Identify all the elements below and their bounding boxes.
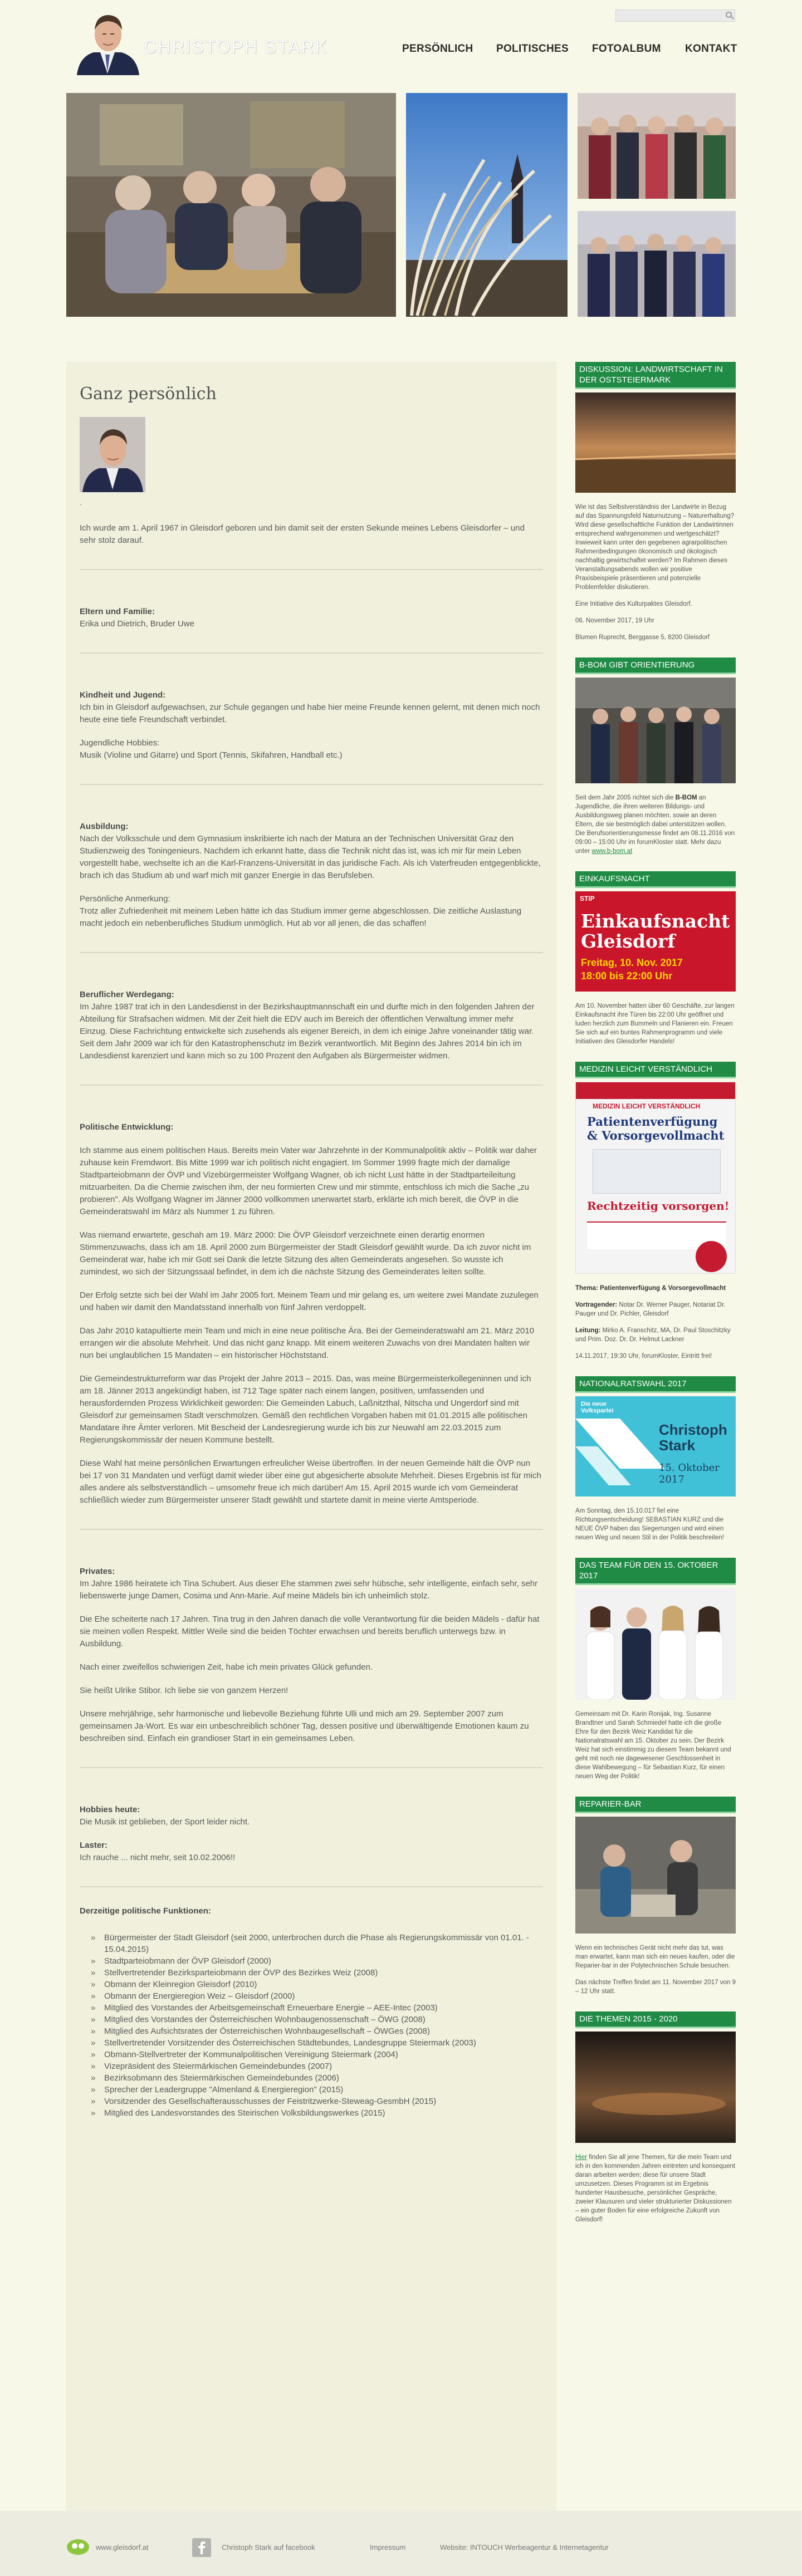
section-politik	[80, 1121, 543, 1507]
politik-label: Politische Entwicklung:	[80, 1122, 174, 1132]
nrw-date: 15. Oktober 2017	[659, 1462, 720, 1485]
einkaufsnacht-title: Einkaufsnacht Gleisdorf	[581, 910, 730, 952]
nrw-top: Die neue Volkspartei	[581, 1401, 614, 1414]
widget-einkaufsnacht	[575, 871, 736, 1046]
divider	[80, 569, 543, 570]
widget-nationalratswahl	[575, 1376, 736, 1542]
widget-text	[575, 2153, 736, 2224]
widget-text	[575, 1507, 736, 1542]
widget-reparier-bar	[575, 1797, 736, 1996]
header	[0, 0, 802, 89]
section-ausbildung	[80, 821, 543, 930]
politik-p5: Die Gemeindestrukturreform war das Projekt der Jahre 2013 – 2015. Das, was meine Bürgermeisterkollegeninnen und ich am 18. Jänner 2013 angekündigt haben, ist 712 Tage später nach einem langen, positiven, umfassenden und herausfordernden Prozess Wirklichkeit geworden: Die Gemeinden Labuch, Laßnitzthal, Nitscha und Ungerdorf sind mit Gleisdorf zur gemeinsamen Stadt verschmolzen. Gemäß den rechtlichen Vorgaben haben mit 01.01.2015 alle politischen Mandatare ihre Ämter verloren. Mit Bescheid der Landesregierung wurde ich bis zur Neuwahl am 22.03.2015 zum Regierungskommissär der neuen Kommune bestellt.	[80, 1374, 531, 1445]
w4-leitung-label: Leitung:	[575, 1327, 601, 1334]
search-box	[615, 9, 735, 22]
w4-vortrag-label: Vortragender:	[575, 1302, 618, 1308]
widget-text	[575, 1284, 736, 1361]
team-image	[575, 1588, 736, 1700]
privat-p3: Nach einer zweifellos schwierigen Zeit, habe ich mein privates Glück gefunden.	[80, 1662, 373, 1672]
themen-image	[575, 2032, 736, 2143]
nav-item-kontakt[interactable]: KONTAKT	[685, 43, 737, 55]
facebook-shape	[192, 2538, 211, 2557]
widget-title[interactable]: REPARIER-BAR	[575, 1797, 736, 1813]
widget-image[interactable]	[575, 678, 736, 783]
widget-themen	[575, 2011, 736, 2224]
portrait-image	[71, 6, 144, 75]
hobbies-jugend-label: Jugendliche Hobbies:	[80, 738, 160, 748]
politik-p1: Ich stamme aus einem politischen Haus. Bereits mein Vater war Jahrzehnte in der Kommunalpolitik aktiv – Politik war daher zuhause kein Fremdwort. Bis Mitte 1999 war ich politisch nicht engagiert. Im Sommer 1999 fragte mich der damalige Stadtparteiobmann der ÖVP und Vizebürgermeister Wolfgang Wagner, ob ich nicht Lust hätte in der Stadtparteileitung mitzuarbeiten. Da die Chemie zwischen ihm, der neu formierten Crew und mir stimmte, entschloss ich mich die Sache „zu probieren". Als Wolfgang Wagner im Jänner 2000 vollkommen unerwartet starb, erklärte ich mich bereit, die ÖVP in die Gemeinderatswahl im März als Nummer 1 zu führen.	[80, 1146, 537, 1216]
laster-label: Laster:	[80, 1841, 108, 1850]
list-item: » Mitglied des Vorstandes der Arbeitsgemeinschaft Erneuerbare Energie – AEE-Intec (2003)	[91, 2002, 543, 2014]
search-input[interactable]	[616, 10, 722, 21]
politik-p4: Das Jahr 2010 katapultierte mein Team und mich in eine neue politische Ära. Bei der Gemeinderatswahl am 21. März 2010 errangen wir die absolute Mehrheit. Und das nicht ganz knapp. Mit einem weiteren Zuwachs von drei Mandaten halten wir nun bei unglaublichen 15 Mandaten – ein historischer Höchststand.	[80, 1326, 534, 1360]
gallery-photo-family[interactable]	[66, 93, 396, 317]
medizin-title: Patientenverfügung & Vorsorgevollmacht	[587, 1115, 725, 1142]
list-item: » Mitglied des Vorstandes der Österreichischen Wohnbaugenossenschaft – ÖWG (2008)	[91, 2014, 543, 2025]
widget-text	[575, 1002, 736, 1046]
widget-medizin	[575, 1062, 736, 1361]
w4-thema: Patientenverfügung & Vorsorgevollmacht	[598, 1285, 726, 1292]
list-item: » Stadtparteiobmann der ÖVP Gleisdorf (2000)	[91, 1955, 543, 1967]
widget-text	[575, 1944, 736, 1996]
main-content	[66, 362, 556, 2511]
list-item: » Mitglied des Aufsichtsrates der Österreichischen Wohnbaugesellschaft – ÖWGes (2008)	[91, 2025, 543, 2037]
w1-text: Wie ist das Selbstverständnis der Landwirte in Bezug auf das Spannungsfeld Naturnutzung – Naturerhaltung? Wird diese gesellschaftliche Funktion der Landwirtinnen entsprechend wahrgenommen und wertgeschätzt? Inwieweit kann unter den gegebenen agrarpolitischen Rahmenbedingungen ökonomisch und ökologisch nachhaltig gewirtschaftet werden? Im Rahmen dieses Veranstaltungsabends wollen wir positive Praxisbeispiele präsentieren und potenzielle Problemfelder diskutieren.	[575, 504, 735, 591]
funktionen-label: Derzeitige politische Funktionen:	[80, 1906, 211, 1916]
intro-text: Ich wurde am 1. April 1967 in Gleisdorf geboren und bin damit seit der ersten Sekunde meines Lebens Gleisdorfer – und sehr stolz darauf.	[80, 523, 525, 545]
list-item: » Bürgermeister der Stadt Gleisdorf (seit 2000, unterbrochen durch die Phase als Regierungskommissär von 01.01. - 15.04.2015)	[91, 1932, 543, 1955]
list-item: » Sprecher der Leadergruppe "Almenland & Energieregion" (2015)	[91, 2084, 543, 2096]
facebook-icon[interactable]	[192, 2538, 211, 2560]
privat-p2: Die Ehe scheiterte nach 17 Jahren. Tina trug in den Jahren danach die volle Verantwortung für die beiden Mädels - dafür hat sie meinen vollen Respekt. Mittler Weile sind die beiden Töchter erwachsen und bereits beruflich unterwegs bzw. in Ausbildung.	[80, 1615, 540, 1648]
w3-text: Am 10. November hatten über 60 Geschäfte, zur langen Einkaufsnacht ihre Türen bis 22:00 Uhr geöffnet und luden herzlich zum Bummeln und Flanieren ein. Freuen Sie sich auf ein buntes Rahmenprogramm und viele Initiativen des Gleisdorfer Handels!	[575, 1003, 735, 1045]
ausbildung-text: Nach der Volksschule und dem Gymnasium inskribierte ich nach der Matura an der Technischen Universität Graz den Studienzweig des Toningenieurs. Nachdem ich erkannt hatte, dass die Technik nicht das ist, was ich mir für mein Leben vorgestellt habe, wechselte ich an die Karl-Franzens-Universität in das juridische Fach. Als ich Vaterfreuden entgegenblickte, brach ich das Studium ab und warf mich mit ganzer Energie in das Berufsleben.	[80, 834, 541, 880]
eltern-text: Erika und Dietrich, Bruder Uwe	[80, 619, 194, 629]
w7-text: Wenn ein technisches Gerät nicht mehr das tut, was man erwartet, kann man sich ein neues kaufen, oder die Reparier-bar in der Polytechnischen Schule besuchen.	[575, 1945, 735, 1969]
einkaufsnacht-date: Freitag, 10. Nov. 2017	[581, 957, 683, 968]
w4-thema-label: Thema:	[575, 1285, 598, 1292]
family-photo	[66, 93, 396, 317]
reparier-bar-image	[575, 1817, 736, 1934]
w2-text-b: B-BOM	[675, 794, 697, 801]
w4-vortrag: Notar Dr. Werner Pauger, Notariat Dr. Pauger und Dr. Pichler, Gleisdorf	[575, 1302, 726, 1317]
divider	[80, 1767, 543, 1768]
kindheit-text: Ich bin in Gleisdorf aufgewachsen, zur Schule gegangen und habe hier meine Freunde kennen gelernt, mit denen mich noch heute eine tiefe Freundschaft verbindet.	[80, 703, 540, 724]
gallery-photo-group-suits[interactable]	[578, 211, 736, 317]
beruf-text: Im Jahre 1987 trat ich in den Landesdienst in der Bezirkshauptmannschaft ein und durfte mich in den folgenden Jahren der Abteilung für Strafsachen widmen. Mit der Zeit hielt die EDV auch im Bereich der öffentlichen Verwaltung immer mehr Einzug. Diese Fachrichtung entwickelte sich zusehends als eigener Bereich, in dem ich einige Jahre voneinander tätig war. Seit dem Jahr 2009 war ich für den Katastrophenschutz im Bezirk verantwortlich. Mit Beginn des Jahres 2014 bin ich im Landesdienst karenziert und kann mich so zu 100 Prozent den Aufgaben als Bürgermeister widmen.	[80, 1002, 535, 1061]
anmerkung-text: Trotz aller Zufriedenheit mit meinem Leben hätte ich das Studium immer gerne abgeschlossen. Die zeitliche Auslastung macht jedoch ein nebenberufliches Studium unmöglich. Hut ab vor all jenen, die das schaffen!	[80, 906, 522, 928]
hobbies-text: Die Musik ist geblieben, der Sport leider nicht.	[80, 1817, 250, 1827]
widget-text	[575, 793, 736, 856]
gleisdorf-logo-icon[interactable]	[66, 2538, 90, 2559]
medizin-subtitle: Rechtzeitig vorsorgen!	[587, 1199, 730, 1213]
medizin-head: MEDIZIN LEICHT VERSTÄNDLICH	[593, 1102, 701, 1110]
w5-text: Am Sonntag, den 15.10.017 fiel eine Richtungsentscheidung! SEBASTIAN KURZ und die NEUE ÖVP haben das Siegerrungen und wird einen neuen Weg und neuen Stil in der Politik beschreiten!	[575, 1508, 725, 1541]
ausbildung-label: Ausbildung:	[80, 822, 129, 831]
group-photo-suits	[578, 211, 736, 317]
widget-image[interactable]	[575, 1082, 736, 1274]
bbom-link[interactable]: www.b-bom.at	[591, 848, 633, 855]
nav-item-fotoalbum[interactable]: FOTOALBUM	[592, 43, 661, 55]
list-item: » Obmann-Stellvertreter der Kommunalpolitischen Vereinigung Steiermark (2004)	[91, 2049, 543, 2060]
gallery-photo-landscape[interactable]	[406, 93, 568, 317]
einkaufsnacht-brand: STIP	[580, 895, 595, 902]
w6-text: Gemeinsam mit Dr. Karin Ronijak, Ing. Susanne Brandtner und Sarah Schmiedel hatte ich die große Ehre für den Bezirk Weiz Kandidat für die Nationalratswahl am 15. Oktober zu sein. Der Bezirk Weiz hat sich einstimmig zu diesem Team bekannt und geht mit noch nie dagewesener Geschlossenheit in diese Wahlbewegung – für Sebastian Kurz, für einen neuen Weg der Politik!	[575, 1711, 731, 1780]
politik-p2: Was niemand erwartete, geschah am 19. März 2000: Die ÖVP Gleisdorf verzeichnete einen derartig enormen Stimmenzuwachs, dass ich am 18. April 2000 zum Bürgermeister der Stadt Gleisdorf gewählt wurde. Da ich zuvor nicht im Gemeinderat war, habe ich mir Gott sei Dank die letzte Sitzung des alten Gemeinderats angesehen. So wusste ich zumindest, wo sich der Sitzungssaal befindet, in dem ich die nächste Sitzung des Gemeinderates leiten sollte.	[80, 1230, 531, 1277]
list-item: » Mitglied des Landesvorstandes des Steirischen Volksbildungswerkes (2015)	[91, 2107, 543, 2119]
widget-title[interactable]: DAS TEAM FÜR DEN 15. OKTOBER 2017	[575, 1558, 736, 1585]
group-photo-tracht	[578, 93, 736, 199]
widget-image[interactable]	[575, 1396, 736, 1496]
hobbies-label: Hobbies heute:	[80, 1805, 140, 1814]
widget-image[interactable]	[575, 891, 736, 992]
privat-p1: Im Jahre 1986 heiratete ich Tina Schubert. Aus dieser Ehe stammen zwei sehr hübsche, sehr intelligente, einfach sehr, sehr liebenswerte junge Damen, Cosima und Ann-Marie. Auf meine Mädels bin ich unheimlich stolz.	[80, 1579, 538, 1601]
anmerkung-label: Persönliche Anmerkung:	[80, 894, 170, 904]
nav-item-politisches[interactable]: POLITISCHES	[496, 43, 569, 55]
beruf-label: Beruflicher Werdegang:	[80, 990, 174, 999]
gleisdorf-logo-shape	[66, 2538, 90, 2556]
w1-text2: Eine Initiative des Kulturpaktes Gleisdorf.	[575, 601, 692, 607]
site-title[interactable]: CHRISTOPH STARK	[144, 37, 329, 57]
widget-image[interactable]	[575, 1817, 736, 1934]
widget-team	[575, 1558, 736, 1781]
list-item: » Obmann der Kleinregion Gleisdorf (2010)	[91, 1979, 543, 1990]
w4-date: 14.11.2017, 19:30 Uhr, forumKloster, Eintritt frei!	[575, 1353, 712, 1360]
politik-p3: Der Erfolg setzte sich bei der Wahl im Jahr 2005 fort. Meinem Team und mir gelang es, um weitere zwei Mandate zuzulegen und haben wir damit den Mandatsstand innerhalb von fünf Jahren verdoppelt.	[80, 1291, 539, 1312]
widget-image[interactable]	[575, 2032, 736, 2143]
section-eltern	[80, 606, 543, 630]
widget-bbom	[575, 658, 736, 856]
divider	[80, 784, 543, 785]
widget-image[interactable]	[575, 392, 736, 493]
widget-text	[575, 503, 736, 642]
politik-p6: Diese Wahl hat meine persönlichen Erwartungen erfreulicher Weise übertroffen. In der neuen Gemeinde hält die ÖVP nun bei 17 von 31 Mandaten und verfügt damit wieder über eine gut abgesicherte absolute Mehrheit. Dieses Ergebnis ist für mich alles andere als selbstverständlich – umsomehr freue ich mich darüber! Am 15. April 2015 wurde ich vom Gemeinderat schließlich wieder zum Bürgermeister unserer Stadt gewählt und startete damit in meine vierte Amtsperiode.	[80, 1459, 541, 1505]
landwirtschaft-image	[575, 392, 736, 493]
list-item: » Vizepräsident des Steiermärkischen Gemeindebundes (2007)	[91, 2060, 543, 2072]
logo-portrait[interactable]	[71, 6, 144, 75]
nrw-name: Christoph Stark	[659, 1421, 727, 1454]
widget-title[interactable]: DIE THEMEN 2015 - 2020	[575, 2011, 736, 2028]
widget-title[interactable]: DISKUSSION: LANDWIRTSCHAFT IN DER OSTSTEIERMARK	[575, 362, 736, 389]
list-item: » Stellvertretender Vorsitzender des Österreichischen Städtebundes, Landesgruppe Steiermark (2003)	[91, 2037, 543, 2049]
funktionen-list	[91, 1932, 543, 2119]
widget-title[interactable]: EINKAUFSNACHT	[575, 871, 736, 888]
section-kindheit	[80, 689, 543, 762]
list-item: » Stellvertretender Bezirksparteiobmann der ÖVP des Bezirkes Weiz (2008)	[91, 1967, 543, 1979]
widget-title[interactable]: B-BOM GIBT ORIENTIERUNG	[575, 658, 736, 674]
privat-p5: Unsere mehrjährige, sehr harmonische und liebevolle Beziehung führte Ulli und mich am 29. September 2007 zum gemeinsamen Ja-Wort. Es war ein unbeschreiblich schöner Tag, dessen positive und überwältigende Emotionen kaum zu beschreiben sind. Einfach ein grandioser Start in ein gemeinsames Leben.	[80, 1709, 529, 1743]
widget-landwirtschaft	[575, 362, 736, 642]
portrait-photo	[80, 417, 145, 492]
w2-text-c: an Jugendliche, die ihren weiteren Bildungs- und Ausbildungsweg planen möchten, sowie an deren Eltern, die sie bestmöglich dabei unterstützen wollen. Die Berufsorientierungsmesse findet am 08.11.2016 von 09:00 – 15:00 Uhr im forumKloster statt. Mehr dazu unter	[575, 794, 735, 855]
w2-text-a: Seit dem Jahr 2005 richtet sich die	[575, 794, 676, 801]
bbom-image	[575, 678, 736, 783]
w1-place: Blumen Ruprecht, Berggasse 5, 8200 Gleisdorf	[575, 634, 710, 641]
widget-text	[575, 1710, 736, 1781]
themen-link[interactable]: Hier	[575, 2154, 588, 2161]
divider	[80, 1085, 543, 1086]
divider	[80, 652, 543, 654]
divider	[80, 1886, 543, 1887]
footer-impressum-link[interactable]: Impressum	[370, 2543, 406, 2552]
widget-image[interactable]	[575, 1588, 736, 1700]
section-funktionen	[80, 1905, 543, 2119]
landscape-photo	[406, 93, 568, 317]
section-hobbies	[80, 1804, 543, 1864]
dot-separator: .	[80, 498, 82, 507]
privat-label: Privates:	[80, 1567, 115, 1576]
photo-gallery	[66, 93, 736, 317]
w8-text: finden Sie all jene Themen, für die mein Team und ich in den kommenden Jahren eintreten und konsequent daran arbeiten werden; diese für unsere Stadt umzusetzen. Dieses Programm ist im Ergebnis hunderter Hausbesuche, persönlicher Gespräche, zweier Klausuren und vieler strukturierter Diskussionen – ein guter Boden für eine erfolgreiche Zukunft von Gleisdorf!	[575, 2154, 736, 2223]
page-title: Ganz persönlich	[80, 384, 217, 404]
section-beruf	[80, 989, 543, 1062]
gallery-photo-group-tracht[interactable]	[578, 93, 736, 199]
sidebar	[575, 362, 736, 2240]
footer-site-link[interactable]: www.gleisdorf.at	[96, 2543, 149, 2552]
search-icon[interactable]	[726, 12, 732, 18]
list-item: » Bezirksobmann des Steiermärkischen Gemeindebundes (2006)	[91, 2072, 543, 2084]
list-item: » Obmann der Energieregion Weiz – Gleisdorf (2000)	[91, 1990, 543, 2002]
w1-date: 06. November 2017, 19 Uhr	[575, 617, 654, 624]
kindheit-label: Kindheit und Jugend:	[80, 690, 166, 700]
widget-title[interactable]: NATIONALRATSWAHL 2017	[575, 1376, 736, 1393]
eltern-label: Eltern und Familie:	[80, 607, 155, 616]
laster-text: Ich rauche ... nicht mehr, seit 10.02.2006!!	[80, 1853, 236, 1862]
nav-item-persoenlich[interactable]: PERSÖNLICH	[402, 43, 473, 55]
widget-title[interactable]: MEDIZIN LEICHT VERSTÄNDLICH	[575, 1062, 736, 1078]
privat-p4: Sie heißt Ulrike Stibor. Ich liebe sie von ganzem Herzen!	[80, 1686, 288, 1695]
footer-facebook-link[interactable]: Christoph Stark auf facebook	[222, 2543, 315, 2552]
footer	[0, 2511, 802, 2576]
divider	[80, 1529, 543, 1530]
w7-text2: Das nächste Treffen findet am 11. November 2017 von 9 – 12 Uhr statt.	[575, 1979, 736, 1995]
section-privat	[80, 1566, 543, 1745]
divider	[80, 952, 543, 953]
hobbies-jugend-text: Musik (Violine und Gitarre) und Sport (Tennis, Skifahren, Handball etc.)	[80, 750, 343, 760]
list-item: » Vorsitzender des Gesellschafterausschusses der Feistritzwerke-Steweag-GesmbH (2015)	[91, 2096, 543, 2107]
footer-agency-link[interactable]: Website: INTOUCH Werbeagentur & Internetagentur	[440, 2543, 609, 2552]
portrait-image-small	[80, 417, 145, 492]
w4-leitung: Mirko A. Franschitz, MA, Dr. Paul Stoschitzky und Prim. Doz. Dr. Dr. Helmut Lackner	[575, 1327, 731, 1343]
einkaufsnacht-time: 18:00 bis 22:00 Uhr	[581, 970, 673, 982]
